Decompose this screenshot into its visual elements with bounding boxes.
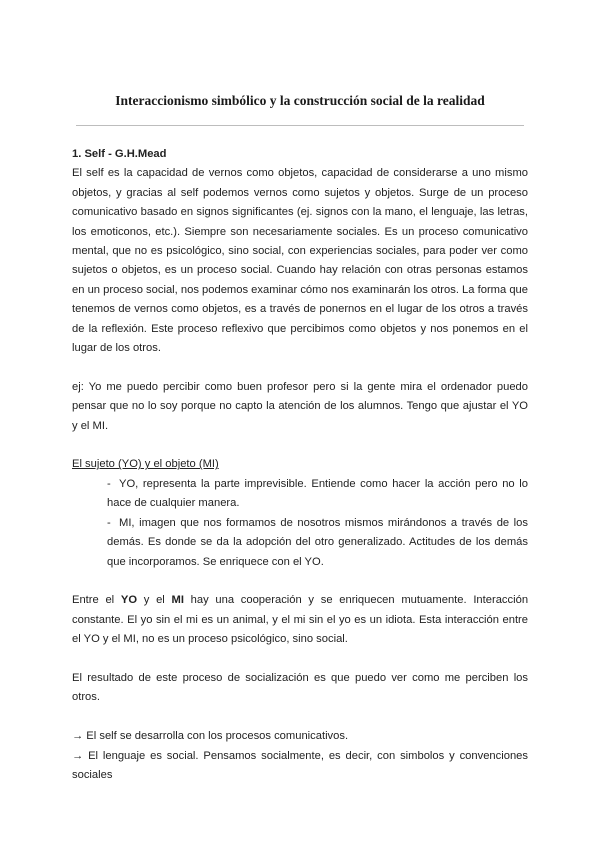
interaction-mid: y el — [143, 594, 165, 607]
interaction-yo: YO — [120, 594, 138, 607]
document-body — [72, 145, 528, 785]
document-title: Interaccionismo simbólico y la construcción social de la realidad — [115, 93, 485, 108]
bullet-marker: - — [107, 516, 111, 529]
arrow-item-language: → El lenguaje es social. Pensamos socialmente, es decir, con simbolos y convenciones sociales — [72, 749, 528, 781]
bullet-item-yo — [72, 475, 528, 514]
bullet-text: YO, representa la parte imprevisible. Entiende como hacer la acción pero no lo hace de cualquier manera. — [107, 477, 528, 510]
spacer — [72, 572, 528, 591]
bullet-marker: - — [107, 477, 111, 490]
arrow-item-self: → El self se desarrolla con los procesos comunicativos. — [72, 730, 349, 743]
spacer — [72, 358, 528, 377]
result-paragraph: El resultado de este proceso de socialización es que puedo ver como me perciben los otros. — [72, 671, 528, 704]
interaction-paragraph — [72, 591, 528, 649]
section-heading: 1. Self - G.H.Mead — [72, 148, 167, 160]
example-paragraph: ej: Yo me puedo percibir como buen profesor pero si la gente mira el ordenador puedo pensar que no lo soy porque no capto la atención de los alumnos. Tengo que ajustar el YO y el MI. — [72, 380, 528, 432]
interaction-pre: Entre el — [72, 594, 115, 607]
spacer — [72, 436, 528, 455]
interaction-post: hay una cooperación y se enriquecen mutuamente. Interacción constante. El yo sin el mi es un animal, y el mi sin el yo es un idiota. Esta interacción entre el YO y el MI, no es un proceso psicológico, sino social. — [72, 594, 529, 646]
interaction-mi: MI — [171, 594, 184, 607]
self-paragraph: El self es la capacidad de vernos como objetos, capacidad de considerarse a uno mismo objetos, y gracias al self podemos vernos como sujetos y objetos. Surge de un proceso comunicativo basado en signos significantes (ej. signos con la mano, el lenguaje, las letras, los emoticonos, etc.). Siempre son necesariamente sociales. Es un proceso comunicativo mental, que no es psicológico, sino social, con experiencias sociales, para poder ver como sujetos o objetos, es un proceso social. Cuando hay relación con otras personas estamos en un proceso social, nos podemos examinar cómo nos examinarán los otros. La forma que tenemos de vernos como objetos, es a través de ponernos en el lugar de los otros a través de la reflexión. Este proceso reflexivo que percibimos como objetos y nos ponemos en el lugar de los otros. — [72, 167, 528, 355]
subject-object-subheading: El sujeto (YO) y el objeto (MI) — [72, 458, 219, 471]
bullet-item-mi — [72, 514, 528, 572]
bullet-text: MI, imagen que nos formamos de nosotros mismos mirándonos a través de los demás. Es donde se da la adopción del otro generalizado. Actitudes de los demás que incorporamos. Se enriquece con el YO. — [107, 516, 528, 568]
spacer — [72, 650, 528, 669]
spacer — [72, 708, 528, 727]
title-divider — [76, 125, 524, 126]
